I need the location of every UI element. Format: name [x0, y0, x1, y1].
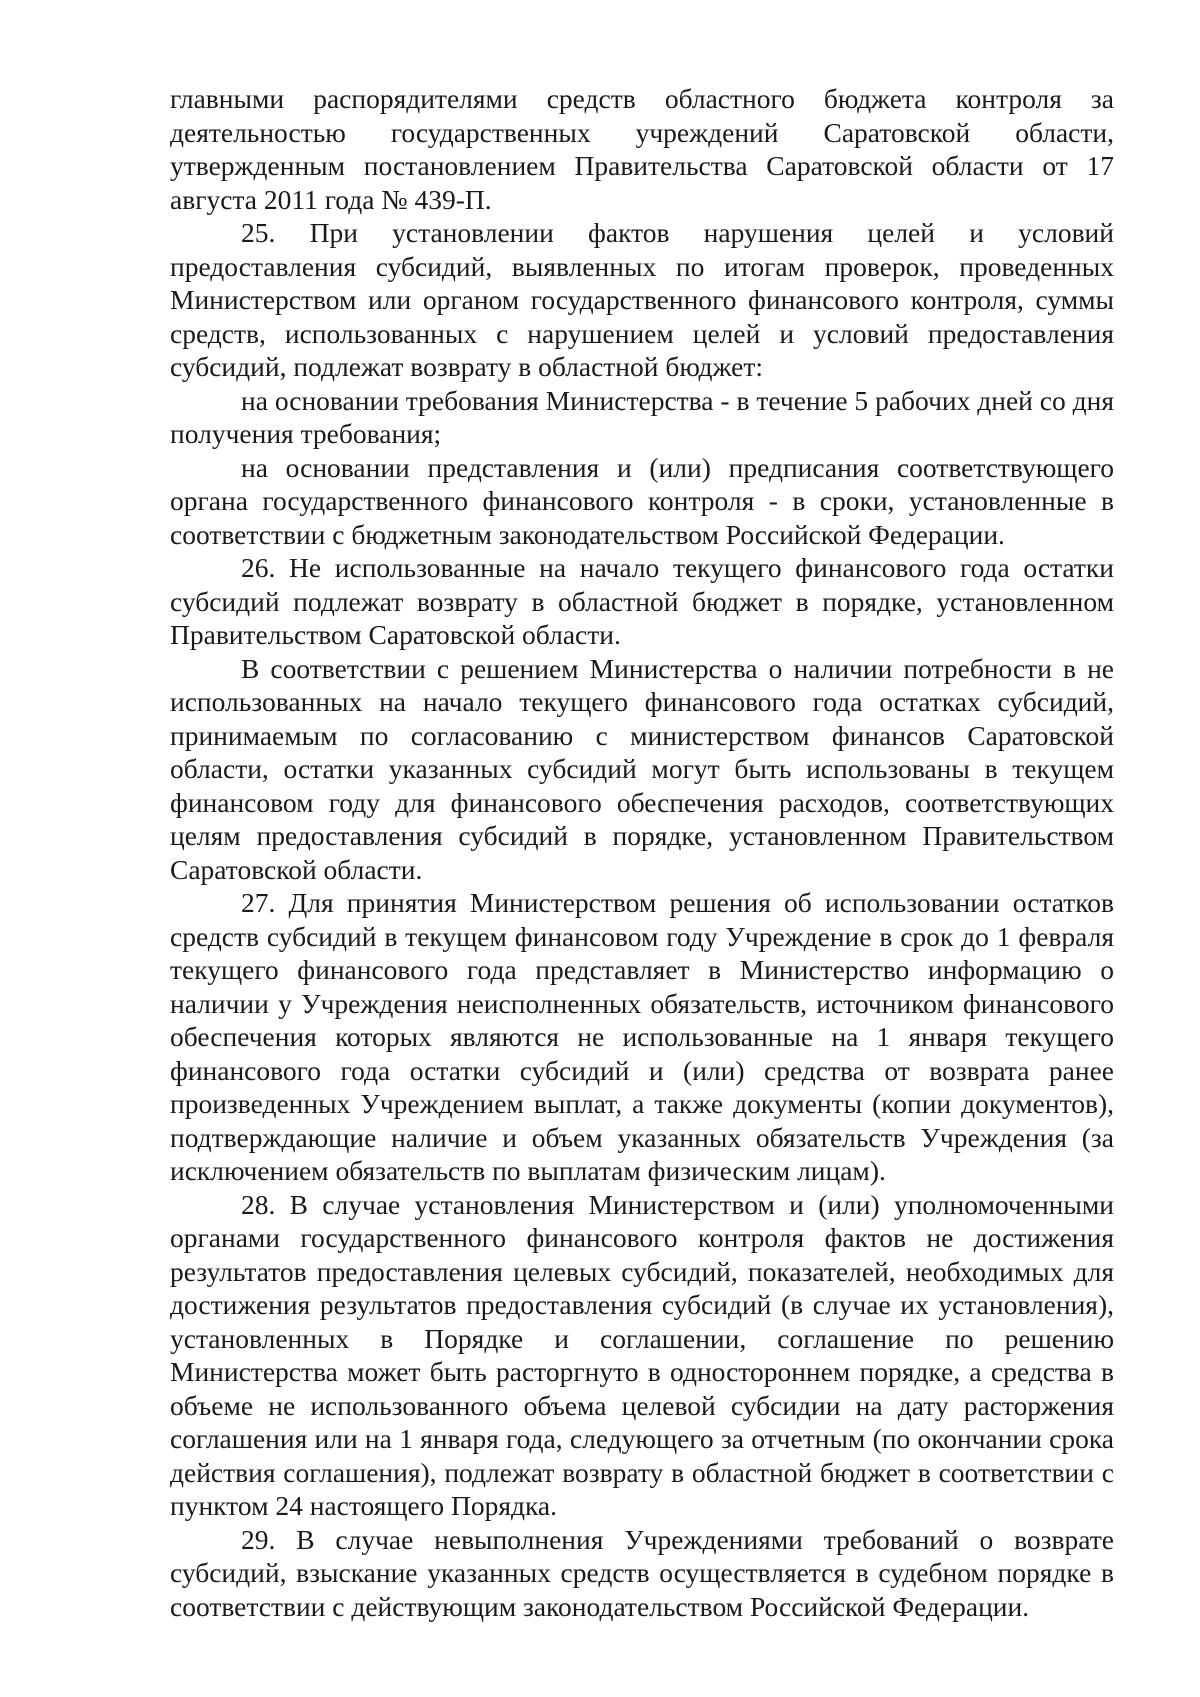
- paragraph-clause-25: 25. При установлении фактов нарушения целей и условий предоставления субсидий, выявленных по итогам проверок, проведенных Министерством или органом государственного финансового контроля, суммы средств, использованных с нарушением целей и условий предоставления субсидий, подлежат возврату в областной бюджет:: [170, 217, 1114, 382]
- paragraph-continuation: главными распорядителями средств областного бюджета контроля за деятельностью государственных учреждений Саратовской области, утвержденным постановлением Правительства Саратовской области от 17 августа 2011 года № 439-П.: [170, 83, 1114, 215]
- paragraph-clause-29: 29. В случае невыполнения Учреждениями требований о возврате субсидий, взыскание указанных средств осуществляется в судебном порядке в соответствии с действующим законодательством Российской Федерации.: [170, 1523, 1114, 1622]
- paragraph-clause-26-continued: В соответствии с решением Министерства о наличии потребности в не использованных на начало текущего финансового года остатках субсидий, принимаемым по согласованию с министерством финансов Саратовской области, остатки указанных субсидий могут быть использованы в текущем финансовом году для финансового обеспечения расходов, соответствующих целям предоставления субсидий в порядке, установленном Правительством Саратовской области.: [170, 652, 1114, 885]
- paragraph-clause-25-item-1: на основании требования Министерства - в течение 5 рабочих дней со дня получения требования;: [170, 384, 1114, 449]
- paragraph-clause-27: 27. Для принятия Министерством решения об использовании остатков средств субсидий в текущем финансовом году Учреждение в срок до 1 февраля текущего финансового года представляет в Министерство информацию о наличии у Учреждения неисполненных обязательств, источником финансового обеспечения которых являются не использованные на 1 января текущего финансового года остатки субсидий и (или) средства от возврата ранее произведенных Учреждением выплат, а также документы (копии документов), подтверждающие наличие и объем указанных обязательств Учреждения (за исключением обязательств по выплатам физическим лицам).: [170, 887, 1114, 1186]
- document-page: [170, 82, 1114, 1623]
- paragraph-clause-28: 28. В случае установления Министерством и (или) уполномоченными органами государственного финансового контроля фактов не достижения результатов предоставления целевых субсидий, показателей, необходимых для достижения результатов предоставления субсидий (в случае их установления), установленных в Порядке и соглашении, соглашение по решению Министерства может быть расторгнуто в одностороннем порядке, а средства в объеме не использованного объема целевой субсидии на дату расторжения соглашения или на 1 января года, следующего за отчетным (по окончании срока действия соглашения), подлежат возврату в областной бюджет в соответствии с пунктом 24 настоящего Порядка.: [170, 1188, 1114, 1521]
- paragraph-clause-26: 26. Не использованные на начало текущего финансового года остатки субсидий подлежат возврату в областной бюджет в порядке, установленном Правительством Саратовской области.: [170, 552, 1114, 650]
- paragraph-clause-25-item-2: на основании представления и (или) предписания соответствующего органа государственного финансового контроля - в сроки, установленные в соответствии с бюджетным законодательством Российской Федерации.: [170, 451, 1114, 550]
